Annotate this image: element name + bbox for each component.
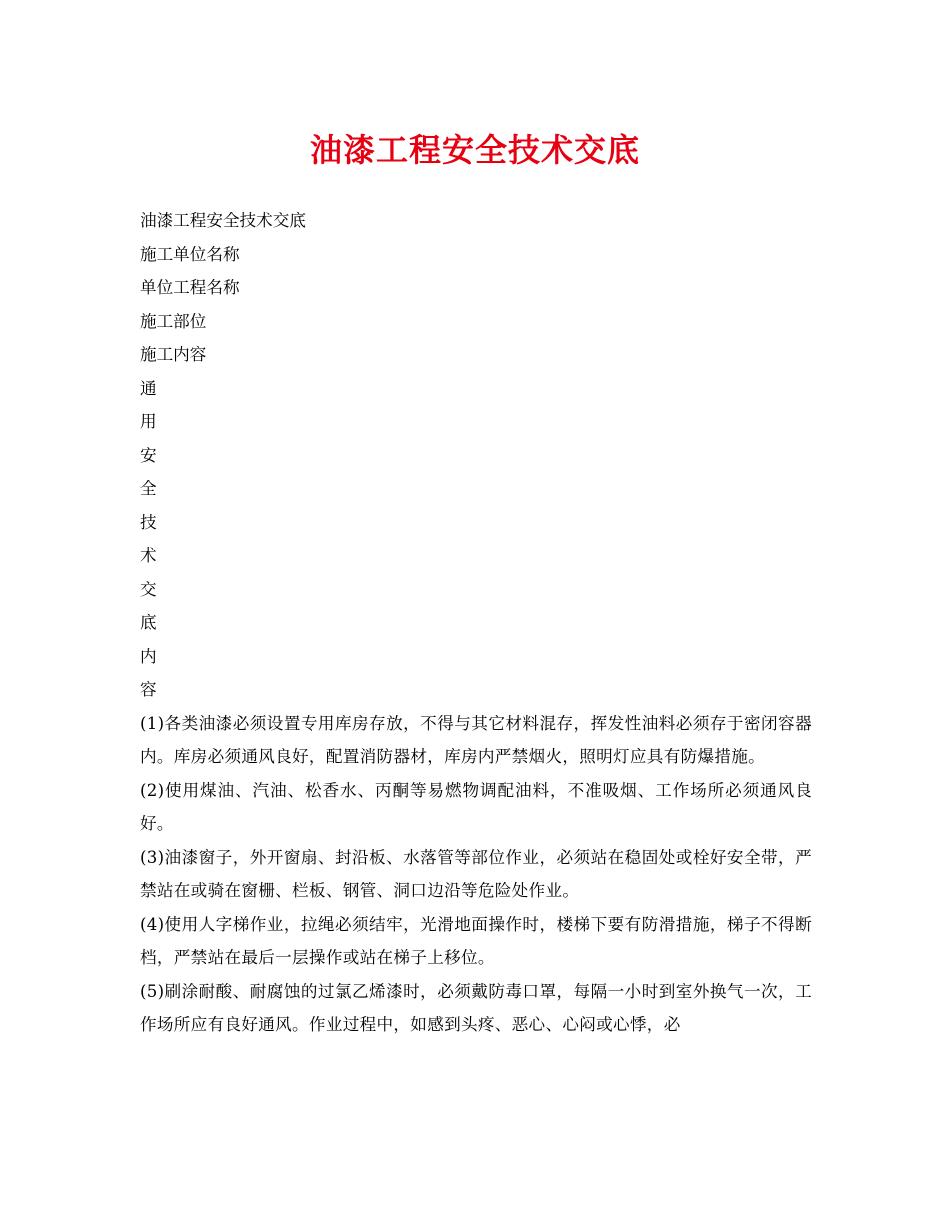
vertical-label-char: 用 <box>140 412 157 431</box>
vertical-label-char: 安 <box>140 445 157 465</box>
header-line-content: 施工内容 <box>140 345 207 364</box>
paragraph-4: (4)使用人字梯作业，拉绳必须结牢，光滑地面操作时，楼梯下要有防滑措施，梯子不得断档，严禁站在最后一层操作或站在梯子上移位。 <box>140 914 812 967</box>
paragraph-5: (5)刷涂耐酸、耐腐蚀的过氯乙烯漆时，必须戴防毒口罩，每隔一小时到室外换气一次，工作场所应有良好通风。作业过程中，如感到头疼、恶心、心闷或心悸，必 <box>140 981 812 1034</box>
vertical-label-char: 底 <box>140 613 157 632</box>
document-body <box>140 204 812 1042</box>
vertical-label-char: 通 <box>140 378 157 398</box>
paragraph-1: (1)各类油漆必须设置专用库房存放，不得与其它材料混存，挥发性油料必须存于密闭容器内。库房必须通风良好，配置消防器材，库房内严禁烟火，照明灯应具有防爆措施。 <box>140 713 812 766</box>
vertical-label-char: 交 <box>140 579 157 599</box>
header-line-contractor: 施工单位名称 <box>140 244 240 264</box>
document-title: 油漆工程安全技术交底 <box>309 131 640 169</box>
header-line-project: 单位工程名称 <box>140 278 240 297</box>
vertical-label-char: 内 <box>140 646 157 666</box>
paragraph-2: (2)使用煤油、汽油、松香水、丙酮等易燃物调配油料，不准吸烟、工作场所必须通风良好。 <box>140 780 812 833</box>
vertical-label-char: 技 <box>140 512 157 532</box>
vertical-label-char: 容 <box>140 680 157 699</box>
header-line-location: 施工部位 <box>140 311 207 331</box>
vertical-label-char: 全 <box>140 479 157 498</box>
paragraph-3: (3)油漆窗子，外开窗扇、封沿板、水落管等部位作业，必须站在稳固处或栓好安全带，严禁站在或骑在窗栅、栏板、钢管、洞口边沿等危险处作业。 <box>140 847 812 900</box>
vertical-label-char: 术 <box>140 546 157 565</box>
header-line-title: 油漆工程安全技术交底 <box>140 211 306 230</box>
